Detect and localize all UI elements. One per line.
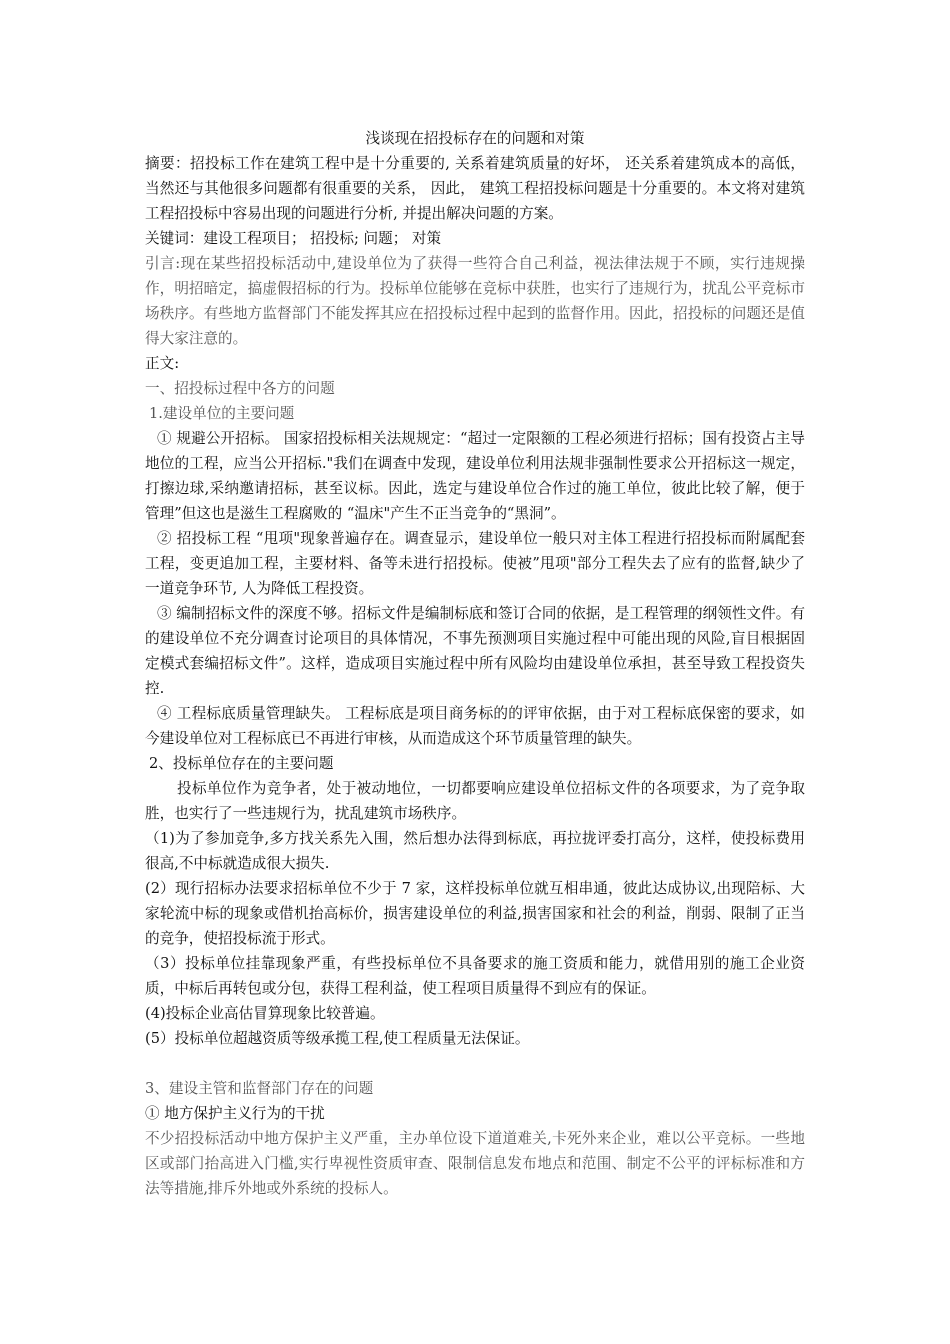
- bidder-issue-1: （1)为了参加竞争,多方找关系先入围，然后想办法得到标底，再拉拢评委打高分，这样，使投标费用很高,不中标就造成很大损失.: [145, 830, 805, 872]
- bidder-issue-3: （3）投标单位挂靠现象严重，有些投标单位不具备要求的施工资质和能力，就借用别的施工企业资质，中标后再转包或分包，获得工程利益，使工程项目质量得不到应有的保证。: [145, 955, 805, 997]
- bidder-issue-5: (5）投标单位超越资质等级承揽工程,使工程质量无法保证。: [145, 1030, 530, 1047]
- subsection-heading-3: 3、建设主管和监督部门存在的问题: [145, 1080, 374, 1097]
- body-label: 正文:: [145, 355, 180, 372]
- item-paragraph-3: ③ 编制招标文件的深度不够。招标文件是编制标底和签订合同的依据，是工程管理的纲领性文件。有的建设单位不充分调查讨论项目的具体情况，不事先预测项目实施过程中可能出现的风险,盲目根据固定模式套编招标文件”。这样，造成项目实施过程中所有风险均由建设单位承担，甚至导致工程投资失控.: [145, 605, 805, 697]
- keywords-line: 关键词：建设工程项目； 招投标; 问题； 对策: [145, 230, 442, 247]
- item-paragraph-2: ② 招投标工程 “甩项"现象普遍存在。调查显示，建设单位一般只对主体工程进行招投标而附属配套工程，变更追加工程，主要材料、备等未进行招投标。使被”甩项"部分工程失去了应有的监督,缺少了一道竞争环节, 人为降低工程投资。: [145, 530, 805, 597]
- subsection-heading-1: 1.建设单位的主要问题: [149, 405, 295, 422]
- section-heading-1: 一、招投标过程中各方的问题: [145, 380, 335, 397]
- subsection-2-intro: 投标单位作为竞争者，处于被动地位，一切都要响应建设单位招标文件的各项要求，为了竞争取胜，也实行了一些违规行为，扰乱建筑市场秩序。: [145, 780, 805, 822]
- document-title: 浅谈现在招投标存在的问题和对策: [365, 130, 585, 147]
- bidder-issue-4: (4)投标企业高估冒算现象比较普遍。: [145, 1005, 385, 1022]
- blank-line: [145, 1051, 805, 1076]
- item-paragraph-1: ① 规避公开招标。 国家招投标相关法规规定：“超过一定限额的工程必须进行招标；国有投资占主导地位的工程，应当公开招标."我们在调查中发现，建设单位利用法规非强制性要求公开招标这一规定，打擦边球,采纳邀请招标，甚至议标。因此，选定与建设单位合作过的施工单位，彼此比较了解，便于管理”但这也是滋生工程腐败的 “温床"产生不正当竞争的“黑洞”。: [145, 430, 805, 522]
- subsection-3-item-1: ① 地方保护主义行为的干扰: [145, 1105, 325, 1122]
- abstract-paragraph: 摘要：招投标工作在建筑工程中是十分重要的, 关系着建筑质量的好坏， 还关系着建筑成本的高低， 当然还与其他很多问题都有很重要的关系， 因此， 建筑工程招投标问题是十分重要的。本文将对建筑工程招投标中容易出现的问题进行分析, 并提出解决问题的方案。: [145, 155, 805, 222]
- subsection-heading-2: 2、投标单位存在的主要问题: [149, 755, 334, 772]
- subsection-3-text: 不少招投标活动中地方保护主义严重，主办单位设下道道难关,卡死外来企业，难以公平竞标。一些地区或部门抬高进入门槛,实行卑视性资质审查、限制信息发布地点和范围、制定不公平的评标标准和方法等措施,排斥外地或外系统的投标人。: [145, 1130, 805, 1197]
- introduction-paragraph: 引言:现在某些招投标活动中,建设单位为了获得一些符合自己利益，视法律法规于不顾，实行违规操作，明招暗定，搞虚假招标的行为。投标单位能够在竞标中获胜，也实行了违规行为，扰乱公平竞标市场秩序。有些地方监督部门不能发挥其应在招投标过程中起到的监督作用。因此，招投标的问题还是值得大家注意的。: [145, 255, 805, 347]
- document-page: [145, 126, 805, 1201]
- item-paragraph-4: ④ 工程标底质量管理缺失。 工程标底是项目商务标的的评审依据，由于对工程标底保密的要求，如今建设单位对工程标底已不再进行审核，从而造成这个环节质量管理的缺失。: [145, 705, 805, 747]
- bidder-issue-2: (2）现行招标办法要求招标单位不少于 7 家，这样投标单位就互相串通，彼此达成协议,出现陪标、大家轮流中标的现象或借机抬高标价，损害建设单位的利益,损害国家和社会的利益，削弱、限制了正当的竞争，使招投标流于形式。: [145, 880, 805, 947]
